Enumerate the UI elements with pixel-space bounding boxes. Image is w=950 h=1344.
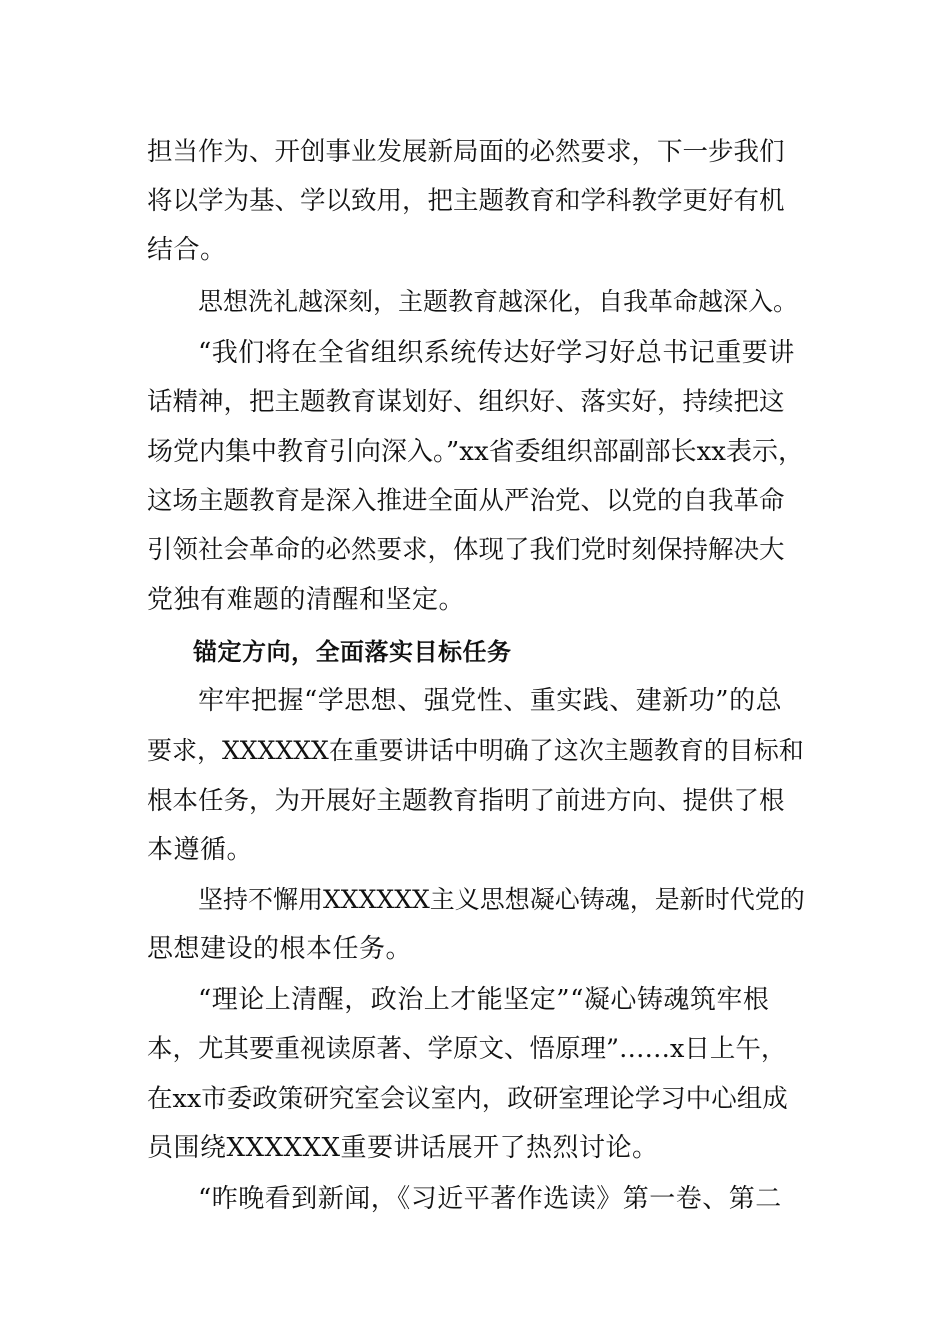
text-line: 将以学为基、学以致用，把主题教育和学科教学更好有机: [147, 186, 785, 216]
text-line: 结合。: [147, 235, 227, 265]
text-line: 要求，XXXXXX在重要讲话中明确了这次主题教育的目标和: [147, 736, 804, 765]
text-line: 担当作为、开创事业发展新局面的必然要求，下一步我们: [147, 137, 785, 167]
text-line: 本遵循。: [147, 835, 254, 865]
text-line: 话精神，把主题教育谋划好、组织好、落实好，持续把这: [147, 387, 785, 417]
text-line: 在xx市委政策研究室会议室内，政研室理论学习中心组成: [147, 1084, 788, 1114]
text-line: 本，尤其要重视读原著、学原文、悟原理”……x日上午，: [147, 1034, 787, 1064]
text-line: 党独有难题的清醒和坚定。: [147, 585, 466, 615]
text-line: “我们将在全省组织系统传达好学习好总书记重要讲: [198, 338, 795, 368]
text-line: 场党内集中教育引向深入。”xx省委组织部副部长xx表示，: [147, 437, 804, 467]
text-line: “昨晚看到新闻，《习近平著作选读》第一卷、第二: [198, 1184, 782, 1214]
text-line: 这场主题教育是深入推进全面从严治党、以党的自我革命: [147, 486, 785, 516]
text-line: 思想洗礼越深刻，主题教育越深化，自我革命越深入。: [198, 287, 799, 316]
text-line: “理论上清醒，政治上才能坚定”“凝心铸魂筑牢根: [198, 985, 770, 1015]
text-line: 牢牢把握“学思想、强党性、重实践、建新功”的总: [198, 686, 783, 716]
text-line: 坚持不懈用XXXXXX主义思想凝心铸魂，是新时代党的: [198, 885, 805, 914]
text-line: 思想建设的根本任务。: [147, 934, 413, 964]
section-heading: 锚定方向，全面落实目标任务: [193, 637, 512, 666]
text-line: 员围绕XXXXXX重要讲话展开了热烈讨论。: [147, 1133, 659, 1163]
text-line: 引领社会革命的必然要求，体现了我们党时刻保持解决大: [147, 535, 785, 565]
text-line: 根本任务，为开展好主题教育指明了前进方向、提供了根: [147, 786, 785, 816]
